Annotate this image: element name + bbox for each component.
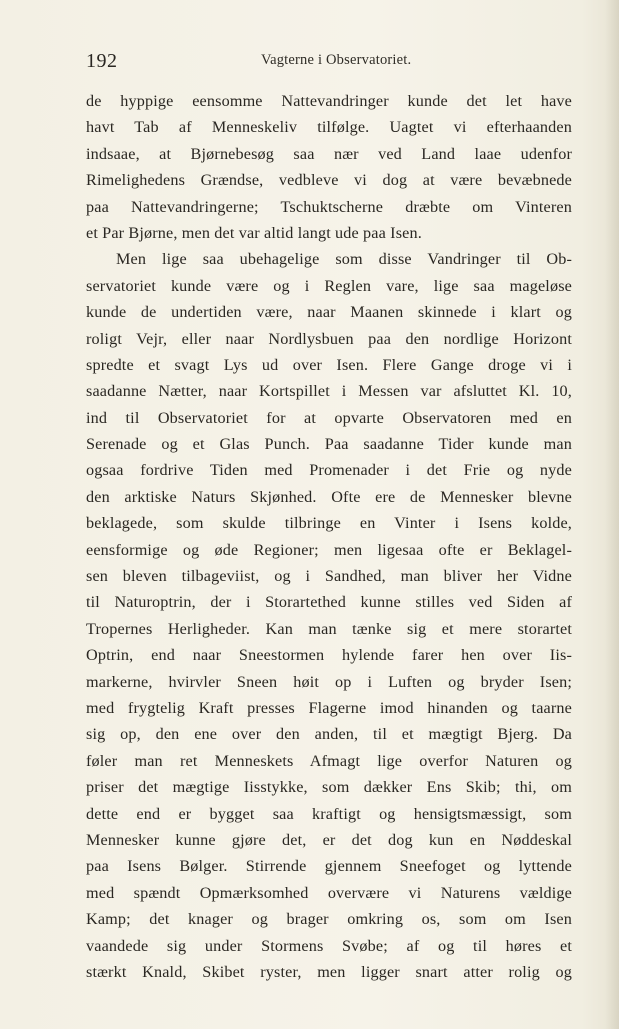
text-line: vaandede sig under Stormens Svøbe; af og til høres et xyxy=(86,936,572,955)
text-line: spredte et svagt Lys ud over Isen. Flere Gange droge vi i xyxy=(86,355,572,374)
text-line: til Naturoptrin, der i Storartethed kunne stilles ved Siden af xyxy=(86,593,572,612)
text-line: den arktiske Naturs Skjønhed. Ofte ere de Mennesker blevne xyxy=(86,487,572,506)
text-line: Tropernes Herligheder. Kan man tænke sig et mere storartet xyxy=(86,619,572,638)
text-line: roligt Vejr, eller naar Nordlysbuen paa den nordlige Horizont xyxy=(86,329,572,348)
text-line: sig op, den ene over den anden, til et mægtigt Bjerg. Da xyxy=(86,725,572,744)
text-line: Rimelighedens Grændse, vedbleve vi dog at være bevæbnede xyxy=(86,171,572,190)
text-line: et Par Bjørne, men det var altid langt ude paa Isen. xyxy=(86,223,422,242)
text-line: servatoriet kunde være og i Reglen vare, lige saa mageløse xyxy=(86,276,572,295)
text-line: paa Isens Bølger. Stirrende gjennem Sneefoget og lyttende xyxy=(86,857,572,876)
paragraph-start-line: Men lige saa ubehagelige som disse Vandringer til Ob- xyxy=(116,250,572,269)
text-line: med frygtelig Kraft presses Flagerne imod hinanden og taarne xyxy=(86,698,572,717)
text-line: Optrin, end naar Sneestormen hylende farer hen over Iis- xyxy=(86,646,572,665)
text-line: priser det mægtige Iisstykke, som dækker Ens Skib; thi, om xyxy=(86,778,572,797)
text-line: beklagede, som skulde tilbringe en Vinter i Isens kolde, xyxy=(86,514,572,533)
text-line: med spændt Opmærksomhed overvære vi Naturens vældige xyxy=(86,883,572,902)
running-title: Vagterne i Observatoriet. xyxy=(261,52,412,68)
text-line: dette end er bygget saa kraftigt og hensigtsmæssigt, som xyxy=(86,804,572,823)
page-header xyxy=(86,50,572,74)
text-line: føler man ret Menneskets Afmagt lige overfor Naturen og xyxy=(86,751,572,770)
text-line: Mennesker kunne gjøre det, er det dog kun en Nøddeskal xyxy=(86,830,572,849)
text-line: havt Tab af Menneskeliv tilfølge. Uagtet vi efterhaanden xyxy=(86,118,572,137)
text-line: markerne, hvirvler Sneen høit op i Luften og bryder Isen; xyxy=(86,672,572,691)
text-line: paa Nattevandringerne; Tschuktscherne dræbte om Vinteren xyxy=(86,197,572,216)
page-edge-shadow xyxy=(605,0,619,1029)
text-line: indsaae, at Bjørnebesøg saa nær ved Land laae udenfor xyxy=(86,144,572,163)
text-line: ogsaa fordrive Tiden med Promenader i det Frie og nyde xyxy=(86,461,572,480)
text-line: sen bleven tilbageviist, og i Sandhed, man bliver her Vidne xyxy=(86,567,572,586)
body-text xyxy=(86,88,572,985)
text-line: stærkt Knald, Skibet ryster, men ligger snart atter rolig og xyxy=(86,962,572,981)
text-line: saadanne Nætter, naar Kortspillet i Messen var afsluttet Kl. 10, xyxy=(86,382,572,401)
text-line: Kamp; det knager og brager omkring os, som om Isen xyxy=(86,910,572,929)
text-line: ind til Observatoriet for at opvarte Observatoren med en xyxy=(86,408,572,427)
text-line: eensformige og øde Regioner; men ligesaa ofte er Beklagel- xyxy=(86,540,572,559)
text-line: de hyppige eensomme Nattevandringer kunde det let have xyxy=(86,92,572,110)
text-line: kunde de undertiden være, naar Maanen skinnede i klart og xyxy=(86,303,572,322)
page-number: 192 xyxy=(86,50,118,72)
text-line: Serenade og et Glas Punch. Paa saadanne Tider kunde man xyxy=(86,435,572,454)
